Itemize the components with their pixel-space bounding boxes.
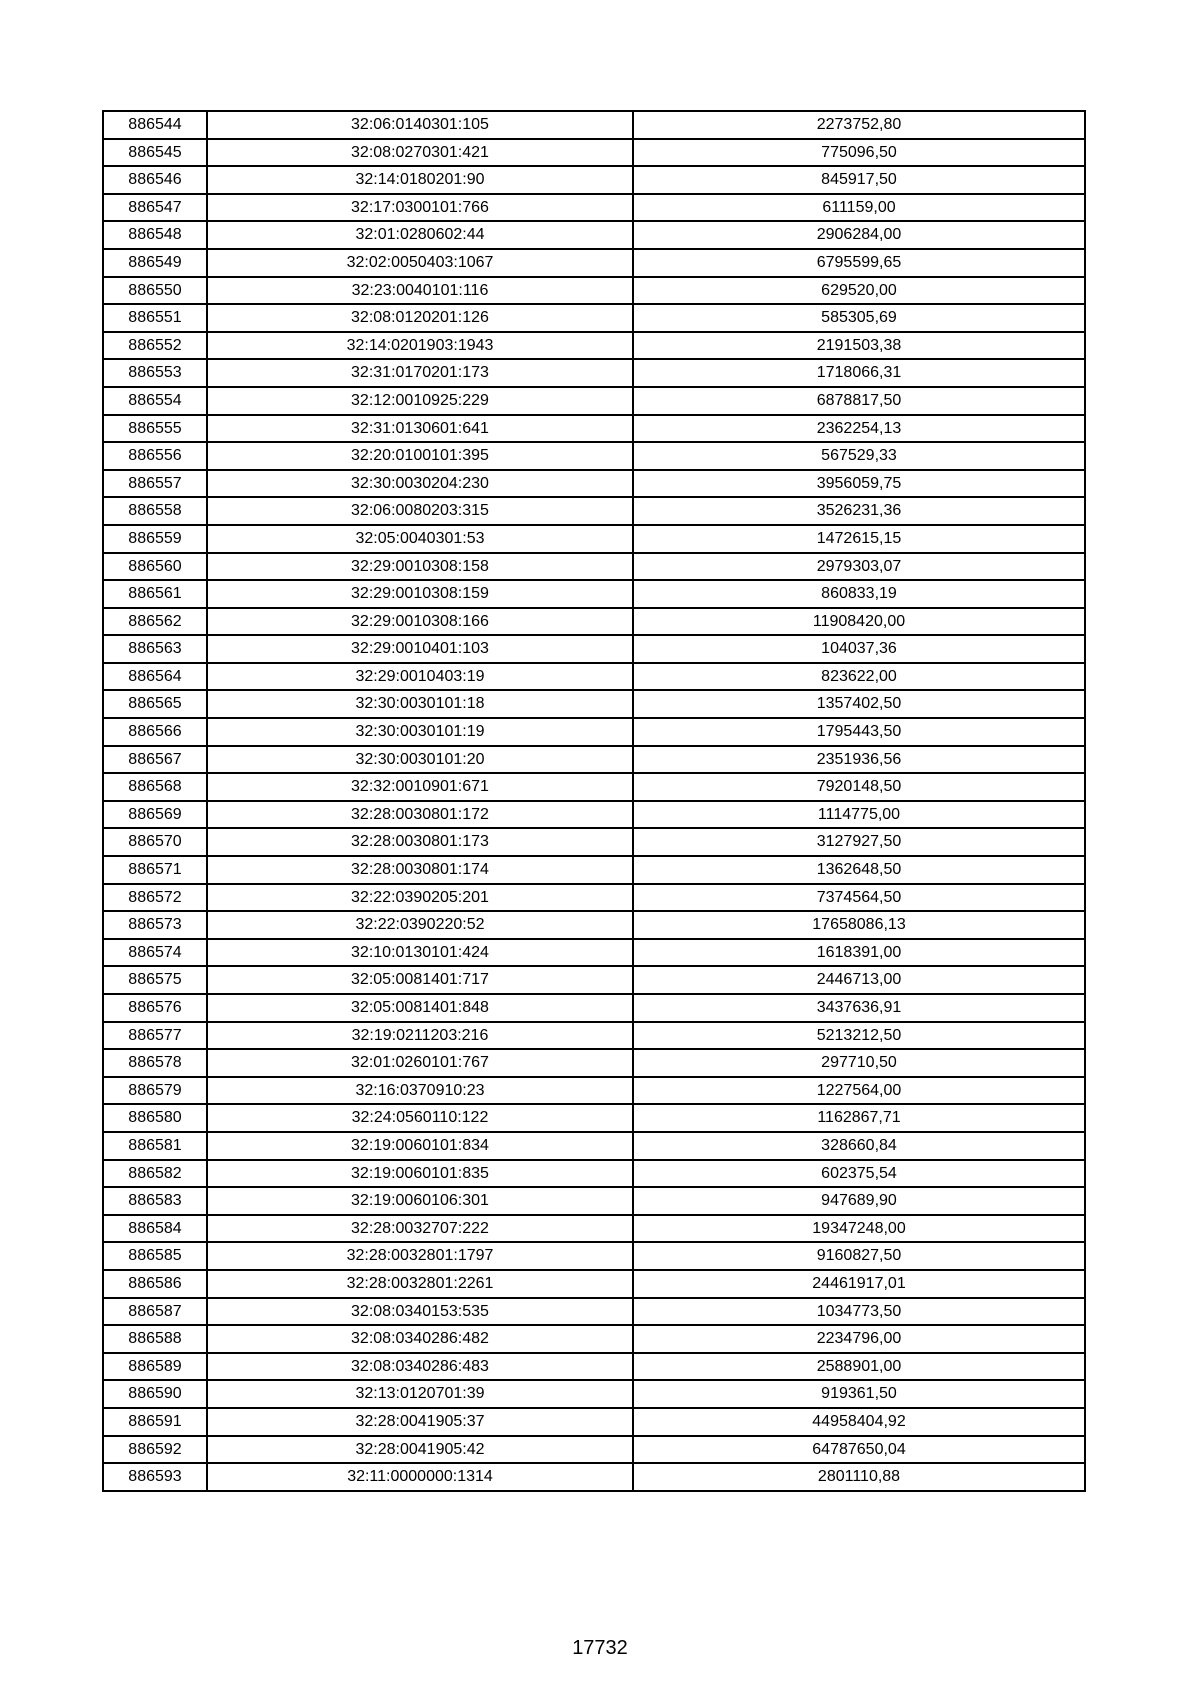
table-row — [103, 1380, 1085, 1408]
cadastral-value-cell: 845917,50 — [633, 166, 1085, 194]
row-id-cell: 886579 — [103, 1077, 207, 1105]
cadastral-value-cell: 7920148,50 — [633, 773, 1085, 801]
table-row — [103, 332, 1085, 360]
row-id-cell: 886572 — [103, 884, 207, 912]
cadastral-value-cell: 5213212,50 — [633, 1022, 1085, 1050]
table-row — [103, 111, 1085, 139]
cadastral-number-cell: 32:29:0010401:103 — [207, 635, 633, 663]
cadastral-value-cell: 2362254,13 — [633, 415, 1085, 443]
cadastral-number-cell: 32:28:0032707:222 — [207, 1215, 633, 1243]
cadastral-value-cell: 629520,00 — [633, 277, 1085, 305]
cadastral-value-cell: 1718066,31 — [633, 359, 1085, 387]
cadastral-number-cell: 32:28:0030801:174 — [207, 856, 633, 884]
cadastral-number-cell: 32:08:0120201:126 — [207, 304, 633, 332]
cadastral-number-cell: 32:11:0000000:1314 — [207, 1463, 633, 1491]
row-id-cell: 886592 — [103, 1436, 207, 1464]
row-id-cell: 886587 — [103, 1298, 207, 1326]
row-id-cell: 886580 — [103, 1104, 207, 1132]
cadastral-number-cell: 32:29:0010308:158 — [207, 553, 633, 581]
row-id-cell: 886584 — [103, 1215, 207, 1243]
row-id-cell: 886581 — [103, 1132, 207, 1160]
table-row — [103, 442, 1085, 470]
cadastral-value-cell: 11908420,00 — [633, 608, 1085, 636]
cadastral-value-cell: 2588901,00 — [633, 1353, 1085, 1381]
table-row — [103, 1436, 1085, 1464]
table-row — [103, 1077, 1085, 1105]
row-id-cell: 886571 — [103, 856, 207, 884]
table-row — [103, 1215, 1085, 1243]
cadastral-number-cell: 32:30:0030101:19 — [207, 718, 633, 746]
row-id-cell: 886560 — [103, 553, 207, 581]
row-id-cell: 886551 — [103, 304, 207, 332]
cadastral-number-cell: 32:13:0120701:39 — [207, 1380, 633, 1408]
table-row — [103, 1049, 1085, 1077]
table-row — [103, 690, 1085, 718]
cadastral-value-cell: 3127927,50 — [633, 828, 1085, 856]
cadastral-value-cell: 1618391,00 — [633, 939, 1085, 967]
table-row — [103, 911, 1085, 939]
cadastral-number-cell: 32:05:0081401:717 — [207, 966, 633, 994]
cadastral-value-cell: 1362648,50 — [633, 856, 1085, 884]
cadastral-number-cell: 32:08:0340286:483 — [207, 1353, 633, 1381]
cadastral-number-cell: 32:30:0030101:20 — [207, 746, 633, 774]
cadastral-number-cell: 32:08:0340153:535 — [207, 1298, 633, 1326]
cadastral-number-cell: 32:19:0060101:835 — [207, 1160, 633, 1188]
row-id-cell: 886590 — [103, 1380, 207, 1408]
cadastral-number-cell: 32:16:0370910:23 — [207, 1077, 633, 1105]
table-row — [103, 966, 1085, 994]
cadastral-number-cell: 32:29:0010308:166 — [207, 608, 633, 636]
cadastral-value-cell: 1162867,71 — [633, 1104, 1085, 1132]
cadastral-number-cell: 32:31:0170201:173 — [207, 359, 633, 387]
row-id-cell: 886565 — [103, 690, 207, 718]
cadastral-value-cell: 1227564,00 — [633, 1077, 1085, 1105]
row-id-cell: 886576 — [103, 994, 207, 1022]
row-id-cell: 886570 — [103, 828, 207, 856]
cadastral-value-cell: 7374564,50 — [633, 884, 1085, 912]
cadastral-value-cell: 2906284,00 — [633, 221, 1085, 249]
cadastral-value-cell: 19347248,00 — [633, 1215, 1085, 1243]
row-id-cell: 886577 — [103, 1022, 207, 1050]
table-row — [103, 1132, 1085, 1160]
row-id-cell: 886555 — [103, 415, 207, 443]
row-id-cell: 886563 — [103, 635, 207, 663]
table-row — [103, 553, 1085, 581]
cadastral-number-cell: 32:28:0032801:1797 — [207, 1242, 633, 1270]
cadastral-number-cell: 32:08:0340286:482 — [207, 1325, 633, 1353]
cadastral-value-cell: 328660,84 — [633, 1132, 1085, 1160]
cadastral-number-cell: 32:28:0032801:2261 — [207, 1270, 633, 1298]
cadastral-value-cell: 611159,00 — [633, 194, 1085, 222]
table-row — [103, 773, 1085, 801]
table-row — [103, 1298, 1085, 1326]
page-number: 17732 — [572, 1637, 628, 1659]
cadastral-number-cell: 32:14:0180201:90 — [207, 166, 633, 194]
cadastral-value-cell: 823622,00 — [633, 663, 1085, 691]
row-id-cell: 886559 — [103, 525, 207, 553]
cadastral-number-cell: 32:30:0030101:18 — [207, 690, 633, 718]
table-row — [103, 1270, 1085, 1298]
row-id-cell: 886544 — [103, 111, 207, 139]
table-row — [103, 1160, 1085, 1188]
cadastral-value-cell: 2351936,56 — [633, 746, 1085, 774]
row-id-cell: 886558 — [103, 497, 207, 525]
cadastral-value-cell: 44958404,92 — [633, 1408, 1085, 1436]
cadastral-number-cell: 32:01:0260101:767 — [207, 1049, 633, 1077]
row-id-cell: 886582 — [103, 1160, 207, 1188]
row-id-cell: 886589 — [103, 1353, 207, 1381]
cadastral-number-cell: 32:28:0041905:42 — [207, 1436, 633, 1464]
table-row — [103, 221, 1085, 249]
cadastral-number-cell: 32:08:0270301:421 — [207, 139, 633, 167]
cadastral-number-cell: 32:06:0080203:315 — [207, 497, 633, 525]
row-id-cell: 886583 — [103, 1187, 207, 1215]
table-row — [103, 884, 1085, 912]
table-row — [103, 277, 1085, 305]
table-row — [103, 470, 1085, 498]
row-id-cell: 886578 — [103, 1049, 207, 1077]
table-row — [103, 608, 1085, 636]
table-row — [103, 249, 1085, 277]
cadastral-number-cell: 32:10:0130101:424 — [207, 939, 633, 967]
cadastral-number-cell: 32:22:0390220:52 — [207, 911, 633, 939]
cadastral-number-cell: 32:05:0081401:848 — [207, 994, 633, 1022]
cadastral-value-cell: 6878817,50 — [633, 387, 1085, 415]
row-id-cell: 886549 — [103, 249, 207, 277]
cadastral-value-cell: 297710,50 — [633, 1049, 1085, 1077]
table-row — [103, 1463, 1085, 1491]
cadastral-number-cell: 32:14:0201903:1943 — [207, 332, 633, 360]
cadastral-value-cell: 1114775,00 — [633, 801, 1085, 829]
cadastral-value-cell: 1472615,15 — [633, 525, 1085, 553]
table-row — [103, 387, 1085, 415]
row-id-cell: 886547 — [103, 194, 207, 222]
table-row — [103, 994, 1085, 1022]
row-id-cell: 886556 — [103, 442, 207, 470]
table-row — [103, 1104, 1085, 1132]
row-id-cell: 886564 — [103, 663, 207, 691]
cadastral-number-cell: 32:12:0010925:229 — [207, 387, 633, 415]
table-row — [103, 856, 1085, 884]
cadastral-number-cell: 32:22:0390205:201 — [207, 884, 633, 912]
row-id-cell: 886548 — [103, 221, 207, 249]
cadastral-number-cell: 32:01:0280602:44 — [207, 221, 633, 249]
cadastral-number-cell: 32:28:0041905:37 — [207, 1408, 633, 1436]
cadastral-value-cell: 2234796,00 — [633, 1325, 1085, 1353]
table-row — [103, 1187, 1085, 1215]
row-id-cell: 886552 — [103, 332, 207, 360]
table-row — [103, 580, 1085, 608]
cadastral-value-cell: 9160827,50 — [633, 1242, 1085, 1270]
row-id-cell: 886567 — [103, 746, 207, 774]
row-id-cell: 886591 — [103, 1408, 207, 1436]
table-row — [103, 194, 1085, 222]
cadastral-value-cell: 64787650,04 — [633, 1436, 1085, 1464]
cadastral-number-cell: 32:19:0060106:301 — [207, 1187, 633, 1215]
cadastral-number-cell: 32:29:0010403:19 — [207, 663, 633, 691]
table-row — [103, 939, 1085, 967]
cadastral-value-cell: 1357402,50 — [633, 690, 1085, 718]
table-row — [103, 828, 1085, 856]
registry-table-body — [103, 111, 1085, 1491]
row-id-cell: 886546 — [103, 166, 207, 194]
cadastral-number-cell: 32:24:0560110:122 — [207, 1104, 633, 1132]
cadastral-value-cell: 3526231,36 — [633, 497, 1085, 525]
row-id-cell: 886569 — [103, 801, 207, 829]
cadastral-value-cell: 602375,54 — [633, 1160, 1085, 1188]
cadastral-value-cell: 947689,90 — [633, 1187, 1085, 1215]
cadastral-number-cell: 32:19:0211203:216 — [207, 1022, 633, 1050]
cadastral-number-cell: 32:06:0140301:105 — [207, 111, 633, 139]
cadastral-value-cell: 2979303,07 — [633, 553, 1085, 581]
row-id-cell: 886585 — [103, 1242, 207, 1270]
table-row — [103, 718, 1085, 746]
table-row — [103, 1353, 1085, 1381]
cadastral-number-cell: 32:19:0060101:834 — [207, 1132, 633, 1160]
cadastral-value-cell: 2273752,80 — [633, 111, 1085, 139]
cadastral-value-cell: 3956059,75 — [633, 470, 1085, 498]
table-row — [103, 1242, 1085, 1270]
table-row — [103, 304, 1085, 332]
table-row — [103, 139, 1085, 167]
cadastral-number-cell: 32:20:0100101:395 — [207, 442, 633, 470]
cadastral-number-cell: 32:32:0010901:671 — [207, 773, 633, 801]
cadastral-number-cell: 32:28:0030801:172 — [207, 801, 633, 829]
cadastral-value-cell: 2191503,38 — [633, 332, 1085, 360]
table-row — [103, 415, 1085, 443]
cadastral-number-cell: 32:17:0300101:766 — [207, 194, 633, 222]
table-row — [103, 663, 1085, 691]
table-row — [103, 1408, 1085, 1436]
cadastral-value-cell: 1795443,50 — [633, 718, 1085, 746]
row-id-cell: 886568 — [103, 773, 207, 801]
row-id-cell: 886561 — [103, 580, 207, 608]
table-row — [103, 801, 1085, 829]
table-row — [103, 525, 1085, 553]
row-id-cell: 886562 — [103, 608, 207, 636]
cadastral-value-cell: 17658086,13 — [633, 911, 1085, 939]
cadastral-value-cell: 1034773,50 — [633, 1298, 1085, 1326]
row-id-cell: 886553 — [103, 359, 207, 387]
cadastral-value-cell: 775096,50 — [633, 139, 1085, 167]
cadastral-value-cell: 104037,36 — [633, 635, 1085, 663]
row-id-cell: 886574 — [103, 939, 207, 967]
row-id-cell: 886554 — [103, 387, 207, 415]
row-id-cell: 886586 — [103, 1270, 207, 1298]
row-id-cell: 886545 — [103, 139, 207, 167]
cadastral-value-cell: 6795599,65 — [633, 249, 1085, 277]
table-row — [103, 746, 1085, 774]
table-row — [103, 1325, 1085, 1353]
row-id-cell: 886550 — [103, 277, 207, 305]
cadastral-value-cell: 2801110,88 — [633, 1463, 1085, 1491]
row-id-cell: 886588 — [103, 1325, 207, 1353]
cadastral-value-cell: 585305,69 — [633, 304, 1085, 332]
cadastral-value-cell: 860833,19 — [633, 580, 1085, 608]
cadastral-number-cell: 32:02:0050403:1067 — [207, 249, 633, 277]
table-row — [103, 166, 1085, 194]
row-id-cell: 886593 — [103, 1463, 207, 1491]
cadastral-value-cell: 24461917,01 — [633, 1270, 1085, 1298]
row-id-cell: 886566 — [103, 718, 207, 746]
cadastral-value-cell: 567529,33 — [633, 442, 1085, 470]
row-id-cell: 886575 — [103, 966, 207, 994]
cadastral-number-cell: 32:23:0040101:116 — [207, 277, 633, 305]
cadastral-number-cell: 32:30:0030204:230 — [207, 470, 633, 498]
row-id-cell: 886557 — [103, 470, 207, 498]
cadastral-value-cell: 919361,50 — [633, 1380, 1085, 1408]
cadastral-value-cell: 3437636,91 — [633, 994, 1085, 1022]
cadastral-number-cell: 32:31:0130601:641 — [207, 415, 633, 443]
cadastral-number-cell: 32:05:0040301:53 — [207, 525, 633, 553]
table-row — [103, 359, 1085, 387]
cadastral-number-cell: 32:29:0010308:159 — [207, 580, 633, 608]
cadastral-value-cell: 2446713,00 — [633, 966, 1085, 994]
table-row — [103, 635, 1085, 663]
registry-table — [102, 110, 1086, 1492]
table-row — [103, 497, 1085, 525]
row-id-cell: 886573 — [103, 911, 207, 939]
cadastral-number-cell: 32:28:0030801:173 — [207, 828, 633, 856]
table-row — [103, 1022, 1085, 1050]
